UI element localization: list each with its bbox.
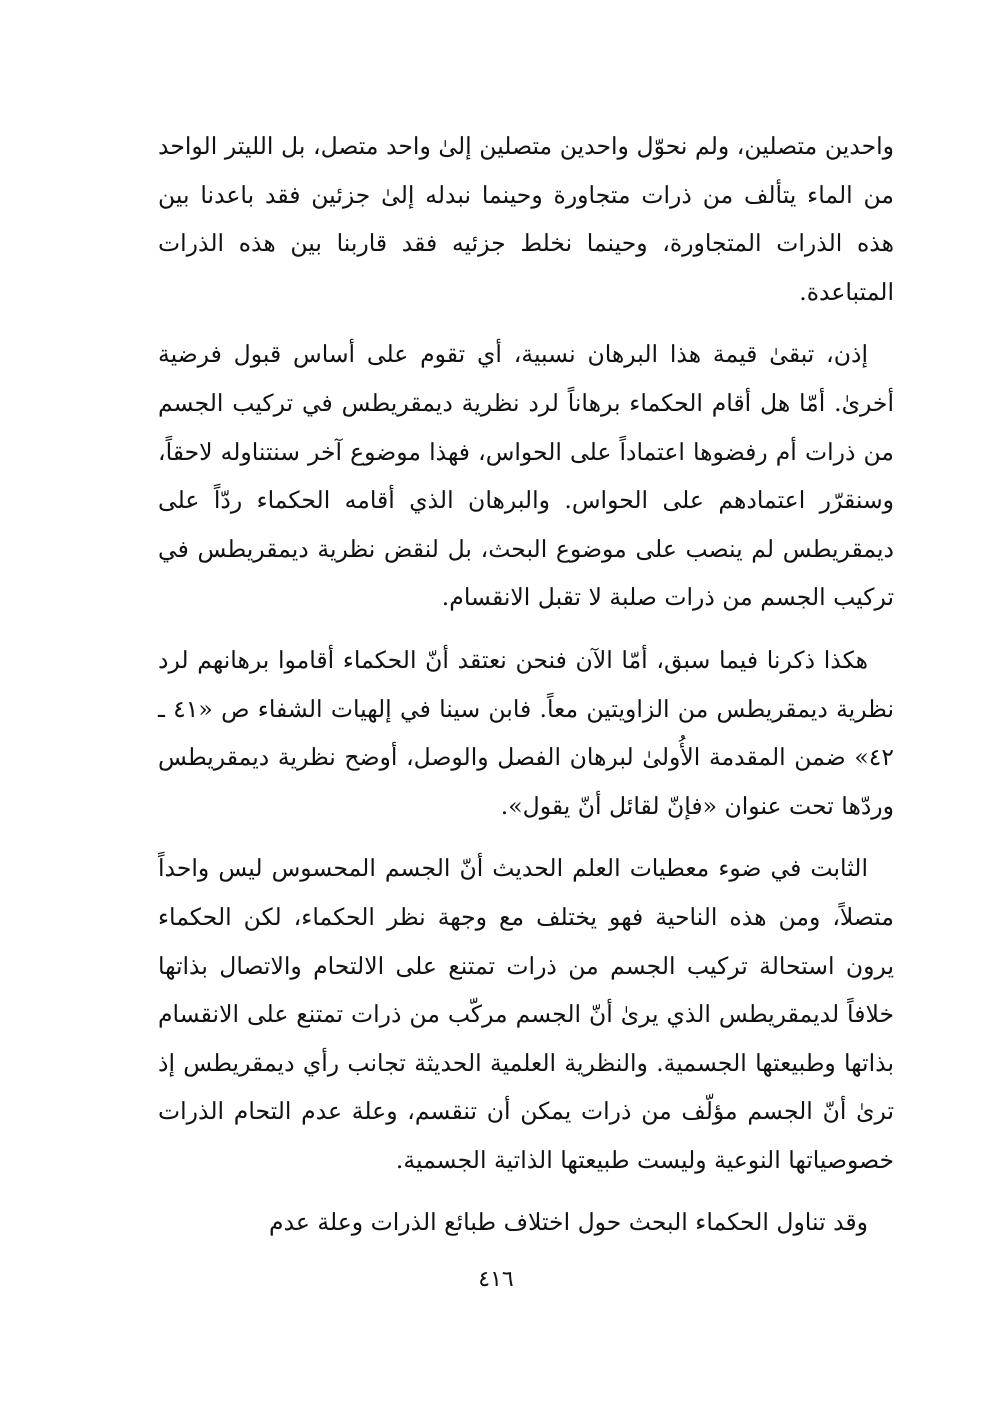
page-number: ٤١٦: [478, 1267, 514, 1292]
paragraph: الثابت في ضوء معطيات العلم الحديث أنّ الجسم المحسوس ليس واحداً متصلاً، ومن هذه الناحية فهو يختلف مع وجهة نظر الحكماء، لكن الحكماء يرون استحالة تركيب الجسم من ذرات تمتنع على الالتحام والاتصال بذاتها خلافاً لديمقريطس الذي يرىٰ أنّ الجسم مركّب من ذرات تمتنع على الانقسام بذاتها وطبيعتها الجسمية. والنظرية العلمية الحديثة تجانب رأي ديمقريطس إذ ترىٰ أنّ الجسم مؤلّف من ذرات يمكن أن تنقسم، وعلة عدم التحام الذرات خصوصياتها النوعية وليست طبيعتها الذاتية الجسمية.: [158, 854, 894, 1174]
paragraph: هكذا ذكرنا فيما سبق، أمّا الآن فنحن نعتقد أنّ الحكماء أقاموا برهانهم لرد نظرية ديمقريطس من الزاويتين معاً. فابن سينا في إلهيات الشفاء ص «٤١ ـ ٤٢» ضمن المقدمة الأُولىٰ لبرهان الفصل والوصل، أوضح نظرية ديمقريطس وردّها تحت عنوان «فإنّ لقائل أنّ يقول».: [158, 645, 894, 820]
paragraph: وقد تناول الحكماء البحث حول اختلاف طبائع الذرات وعلة عدم: [269, 1208, 868, 1237]
paragraph: واحدين متصلين، ولم نحوّل واحدين متصلين إلىٰ واحد متصل، بل الليتر الواحد من الماء يتألف من ذرات متجاورة وحينما نبدله إلىٰ جزئين فقد باعدنا بين هذه الذرات المتجاورة، وحينما نخلط جزئيه فقد قاربنا بين هذه الذرات المتباعدة.: [158, 132, 894, 306]
body-text: [158, 122, 894, 1261]
paragraph: إذن، تبقىٰ قيمة هذا البرهان نسبية، أي تقوم على أساس قبول فرضية أخرىٰ. أمّا هل أقام الحكماء برهاناً لرد نظرية ديمقريطس في تركيب الجسم من ذرات أم رفضوها اعتماداً على الحواس، فهذا موضوع آخر سنتناوله لاحقاً، وسنقرّر اعتمادهم على الحواس. والبرهان الذي أقامه الحكماء ردّاً على ديمقريطس لم ينصب على موضوع البحث، بل لنقض نظرية ديمقريطس في تركيب الجسم من ذرات صلبة لا تقبل الانقسام.: [158, 340, 894, 612]
